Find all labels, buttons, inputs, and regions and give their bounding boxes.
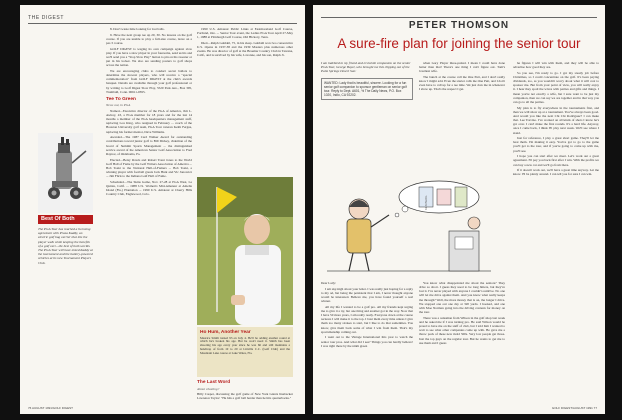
page-footer: GOLF DIGEST/AUGUST 1991 77 — [551, 406, 597, 410]
paragraph: 9. Have the next group tee up 20, 30. No lessons on the golf course. If you are unable to play a full-size course, leave on a par-3 course. — [106, 32, 192, 45]
paragraph: You know what disappointed me about the seniors? They drive so short. I guess they used to be long hitters, but they've lost it. I've never played with anyone I couldn't outdrive. No one will let me drive against them. And you know what really keeps me through? Well, the more money that is on, the longer I drive. We stopped one out one day at 320 yards. I hooked, and one with Moe Norman going into the driving contests for money on the tour. — [419, 281, 505, 315]
right-page — [313, 5, 605, 414]
paragraph: he figures I will win with them, and they will be able to advertise how good they are. — [513, 61, 599, 70]
last-word-text: Billy Casper, discussing the golf game of New York Giants linebacker Lawrence Taylor: "He hits a golf ball harder than he hits quarterbacks." — [197, 392, 293, 401]
last-word-title: The Last Word — [197, 380, 231, 385]
paragraph: Named—Executive director of the PGA of America, Jim L. Awtrey, 43, a PGA member for 18 years and for the last 14 months a member of the PGA headquarters management staff, replacing Lou King, who resigned in February ... coach of the Houston University golf team, PGA Tour veteran Keith Fergus, replacing his former mentor, Dave Williams. — [106, 108, 192, 134]
header-rule — [28, 23, 297, 24]
paragraph: 1990 U.S. Amateur Public Links at Eastmoreland Golf Course, Portland, Ore. ... Senior Tour event, the Ladies PGA Tour April 27-May 1, 1988 at Pittsburgh Golf Course, Old Hickory, Tenn. — [197, 27, 293, 40]
golfer-photo — [197, 177, 293, 325]
paragraph: My plan is to fly everywhere in the tournaments first, and then we will show up at a tournament. You've always been good. And would you like the next Chi Chi Rodriguez? I can make that. Lee Trevino. I've worked on all kinds of shots I know he's got over. I can't make the first rounds. It's a hard life. Anyway, once I came back, I think I'll play next week. We'll see where I stand. — [513, 105, 599, 135]
paragraph: Scheduled—The Skins Game, Nov. 27-28 at PGA West, La Quinta, Calif. ... 1988 U.S. Women's Mid-Amateur at Amelia Island (Fla.) Plantation ... 1990 U.S. Amateur at Cherry Hills Country Club, Englewood, Colo. — [106, 179, 192, 197]
headline: A sure-fire plan for joining the senior tour — [337, 36, 581, 51]
paragraph: Dear Lady: — [321, 281, 336, 285]
section-header: THE DIGEST — [28, 15, 65, 21]
golf-cart-photo — [38, 133, 93, 213]
paragraph: Elected—Betsy Rawls and Robert Trent Jones to the World Golf Hall of Fame by the Golf Writers Association of America ... Bob Toski to the National Hall-of-Famers ... Bob Toski, a winning player with football greats Jack Hunt and Vic Janowicz ... Jim Flick to the Indiana Golf Hall of Fame. — [106, 157, 192, 179]
paragraph: All my life I wanted to be a golf pro. All my friends kept urging me to give it a try, but one thing and another got in the way. Now that I have 50 more years, I am really ready. Everyone down at the course reckons I will make it to the top. I bust them every time unless I give them too many strokes to start, but I like to do that sometimes. You know, give them back some of what I win from them. That's my sportsmanship coming out. — [321, 304, 413, 334]
last-word-subtitle: About cheating? — [197, 387, 220, 391]
paragraph: 8. Don't waste time looking for lost balls. — [110, 27, 165, 31]
paragraph: GOLF DIGEST is waging its own campaign against slow play. If you have a slow player in your foursome, send us his and we'll send you a "Stop Slow Play" button to pin on his sweater or put in his locker. We also are sending posters to golf shops across the nation. — [106, 46, 192, 68]
intro-note: I am indebted to my friend and erstwhile companion on the senior PGA Tour, George Bayer, who brought me this clipping out of the Palm Springs Desert Sun: — [321, 61, 411, 74]
paragraph: Died—Ralph Guldahl, 75, in his sleep. Guldahl won two consecutive U.S. Opens in 1937-38 and the 1939 Masters plus numerous other events. He was director of golf at the Braemar Country Club in Tarzana, Calif., and is survived by his wife, Lavonne, and his son, Ralph Jr. — [197, 40, 293, 58]
caption-text: Maurice Smith turned 93 on July 4. He'll be adding another round at which he's broken his age. But he won't need it. Smith has been shooting his age every year since he was 66 and still maintains a handicap of from 10 to 20 at Linville C.C. (Golf Club) and the Mountain Lake course at Lake Wales, Fla. — [200, 335, 290, 356]
intro-block — [321, 61, 413, 171]
last-word-block — [197, 387, 293, 405]
author-name: PETER THOMSON — [408, 20, 510, 31]
right-column-text — [197, 27, 293, 173]
caption-title: Ho Hum, Another Year — [200, 330, 251, 335]
paragraph: If it doesn't work out, we'll have a great time anyway. Let me know. I'll be plenty around. I can tell you for sure I can win. — [513, 168, 599, 177]
letter-column-left — [321, 281, 413, 405]
paragraph: I went out to the Vintage International this year to watch the senior tour pros. And what did I see? Things you can hardly believe! I was right there by the ninth green — [321, 335, 413, 348]
classified-ad: WANTED: Lady that is beautiful, sincere. Looking for a fun senior golf companion to sponsor gentleman on senior golf tour. Reply to Dept. A601, % The Daily News, P.O. Box 1020, Indio, CA 92202. — [321, 78, 413, 100]
paragraph: Just for reference, I play a great short game. They'll let me beat them. I'm making it easy. You've got to go to the game you'll get to the tour, and if you're going to come up with me, you'll see. — [513, 136, 599, 153]
header-rule — [321, 17, 597, 18]
paragraph: We are encouraging clubs to conduct secret ballots to determine the slowest players, who will receive a "special commemoration" from GOLF DIGEST at the club's awards banquet. Details are available through your golf professional or by writing to Golf Digest Slow Play, 5520 Park Ave., Box 395, Trumbull, Conn. 06611-0395. — [106, 68, 192, 94]
left-page — [20, 5, 305, 414]
paragraph: There was a salesman from Wilson in the golf shop last week and he asked me if I was turning pro. He said Wilson would be proud to have me on the staff of club, but I told him I wanted to wait to see what other companies come up with. He gave me a throw pack of these new mold 500s. Very low people get those. Just the top guys on the regular tour. But he wants to get me to use them and I guess — [419, 315, 505, 345]
paragraph: So you see, I'm ready to go. I got my steady job before Christmas, so I could concentrate on the golf. It's been paying dividends, too, as you wouldn't worry about what it will cost to sponsor me. But from your point of view, you will really enjoy it. I hear they spoil the wives with parties and gifts and things. I mean you're not exactly a wife, but I sure want to be just my companion, then we can say we are together and in that way you can go to all the parties. — [513, 70, 599, 104]
paragraph: when Gary Player three-putted. I mean I could have done better than that! There's one thing I can't figure out. Tom's loveliest wife. — [419, 61, 505, 74]
right-column — [513, 61, 599, 405]
paragraph: I hope you can start after we meet. Let's work out a great agreement. I'll pay you back first after I win. With the profits we can buy a new car and we'll go from there. — [513, 154, 599, 167]
middle-column-top — [419, 61, 505, 171]
sidebar-text: The PGA Tour has reached a licensing agreement with Prasa Kaddy, an electric golf bag carrier that lets the player walk while keeping the benefits of a golf cart—the best of both worlds. The PGA Tour will have tested Kaddy at the tournament and the battery-powered vehicles at its new Tournament Players Club. — [38, 227, 93, 265]
page-footer: 76 AUGUST 1991/GOLF DIGEST — [28, 406, 73, 410]
photo-caption — [197, 327, 293, 377]
letter-column-middle — [419, 281, 505, 405]
photo-credit: KEN BERG — [424, 195, 428, 210]
tee-to-green-title: Tee To Green — [106, 96, 136, 102]
middle-column — [106, 27, 192, 405]
sidebar-title: Best Of Both — [38, 215, 93, 224]
paragraph: The bunch at the course call me One Putt, and I don't really know I might add. Even the starter calls me One Putt, and I don't even have to call up for a tee time. We just dots me in whenever I show up. That's the respect I get. — [419, 74, 505, 92]
cartoon-illustration — [319, 175, 499, 277]
tee-to-green-subtitle: News out, in PGA — [106, 102, 131, 107]
paragraph: I am sky-high about your letter. I was really just hoping for a reply to my ad, but being the persistent that I am, I never thought anyone would be interested. Believe me, you have found yourself a real winner. — [321, 286, 413, 304]
paragraph: Awarded—The 1987 Card Walker Award for outstanding contributions toward junior golf to Bill Dickey, chairman of the board of Summit Sports Management ... the distinguished service award of the American Senior Golf Association to Fred Raynor, of Oklahoma, Pa. — [106, 135, 192, 156]
